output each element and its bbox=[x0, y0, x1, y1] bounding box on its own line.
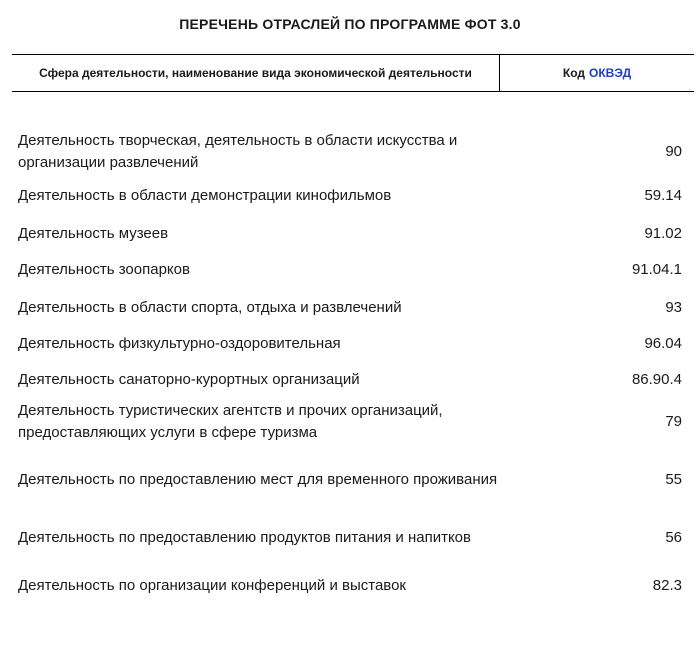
table-row bbox=[18, 128, 682, 176]
document-title: ПЕРЕЧЕНЬ ОТРАСЛЕЙ ПО ПРОГРАММЕ ФОТ 3.0 bbox=[179, 16, 521, 32]
table-row bbox=[18, 514, 682, 562]
row-code: 56 bbox=[665, 529, 682, 546]
row-code: 90 bbox=[665, 143, 682, 160]
row-code: 91.04.1 bbox=[631, 261, 682, 278]
row-code: 96.04 bbox=[644, 335, 682, 352]
table-row bbox=[18, 184, 682, 208]
row-activity: Деятельность по предоставлению продуктов питания и напитков bbox=[18, 529, 471, 546]
row-activity: Деятельность физкультурно-оздоровительная bbox=[18, 335, 341, 352]
row-code: 59.14 bbox=[644, 187, 682, 204]
table-row bbox=[18, 368, 682, 392]
row-code: 91.02 bbox=[644, 225, 682, 242]
table-row bbox=[18, 258, 682, 282]
table-row bbox=[18, 332, 682, 356]
row-activity: Деятельность туристических агентств и прочих организаций, предоставляющих услуги в сфере туризма bbox=[18, 402, 443, 441]
row-code: 55 bbox=[665, 471, 682, 488]
header-activity: Сфера деятельности, наименование вида экономической деятельности bbox=[12, 55, 500, 91]
table-header bbox=[12, 54, 694, 92]
table-row bbox=[18, 222, 682, 246]
row-activity: Деятельность по предоставлению мест для временного проживания bbox=[18, 471, 498, 488]
header-code bbox=[500, 55, 694, 91]
row-activity: Деятельность зоопарков bbox=[18, 261, 190, 278]
row-activity: Деятельность санаторно-курортных организаций bbox=[18, 371, 360, 388]
row-code: 93 bbox=[665, 299, 682, 316]
row-activity: Деятельность по организации конференций и выставок bbox=[18, 577, 406, 594]
row-activity: Деятельность творческая, деятельность в области искусства и организации развлечений bbox=[18, 132, 458, 171]
row-code: 86.90.4 bbox=[631, 371, 682, 388]
header-code-prefix: Код bbox=[562, 66, 585, 80]
header-code-okved: ОКВЭД bbox=[589, 66, 632, 80]
row-activity: Деятельность в области демонстрации кинофильмов bbox=[18, 187, 392, 204]
table-row bbox=[18, 398, 682, 446]
table-row bbox=[18, 574, 682, 598]
row-activity: Деятельность музеев bbox=[18, 225, 169, 242]
table-body bbox=[18, 128, 682, 598]
row-code: 82.3 bbox=[652, 577, 682, 594]
table-row bbox=[18, 296, 682, 320]
table-row bbox=[18, 456, 682, 504]
row-activity: Деятельность в области спорта, отдыха и развлечений bbox=[18, 299, 402, 316]
row-code: 79 bbox=[665, 413, 682, 430]
